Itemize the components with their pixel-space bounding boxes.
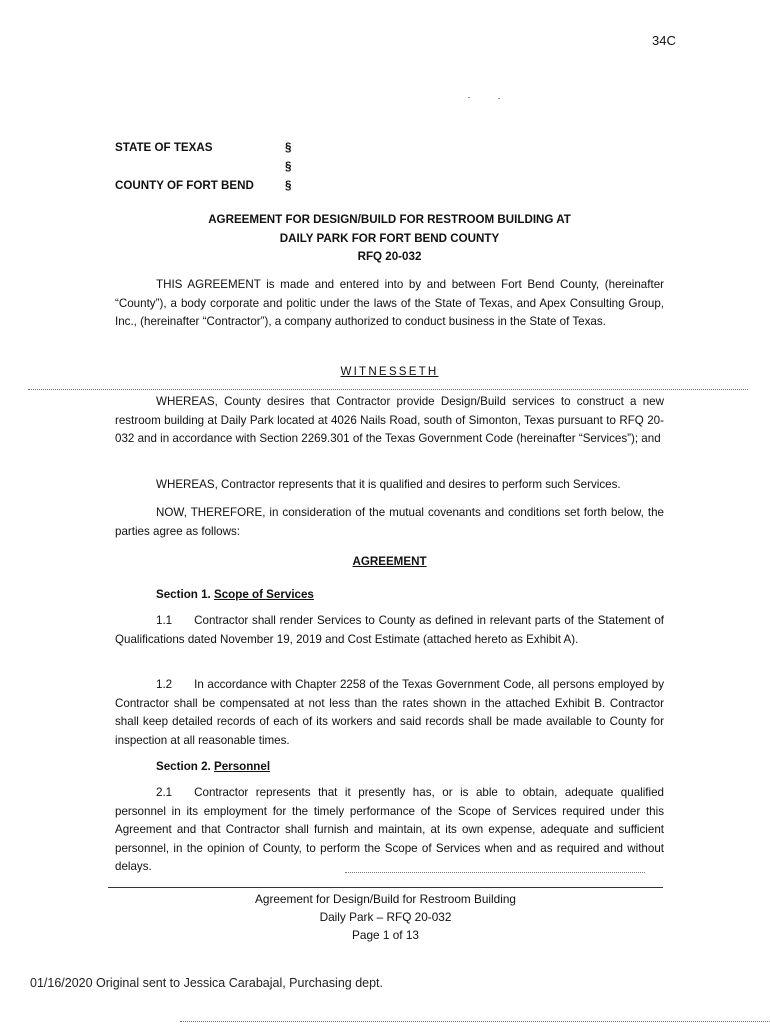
title-line: DAILY PARK FOR FORT BEND COUNTY [279,231,500,245]
section-symbol: § [285,141,292,154]
whereas-paragraph: WHEREAS, Contractor represents that it is qualified and desires to perform such Services. [156,478,621,491]
caption-state: STATE OF TEXAS [115,141,213,154]
scan-line [180,1021,770,1022]
section-label: Section 2. [156,760,211,773]
section-symbol: § [285,179,292,192]
document-title [115,211,664,267]
footer-line: Agreement for Design/Build for Restroom Building [255,892,516,906]
section-title: Scope of Services [214,588,314,601]
section-heading [156,758,270,777]
clause-text: Contractor represents that it presently has, or is able to obtain, adequate qualified personnel in its employment for the timely performance of the Scope of Services required under this Agreement and that Contractor shall furnish and maintain, at its own expense, adequate and sufficient personnel, in the opinion of County, to perform the Scope of Services when and as required and without delays. [115,786,664,873]
scan-line [28,389,748,390]
page-mark: 34C [652,33,676,48]
clause-paragraph [115,784,664,877]
clause-number: 1.1 [156,614,173,627]
whereas-paragraph: WHEREAS, County desires that Contractor provide Design/Build services to construct a new restroom building at Daily Park located at 4026 Nails Road, south of Simonton, Texas pursuant to RFQ 20-032 and in accordance with Section 2269.301 of the Texas Government Code (hereinafter “Services”); and [115,395,664,445]
clause-text: Contractor shall render Services to County as defined in relevant parts of the Statement of Qualifications dated November 19, 2019 and Cost Estimate (attached hereto as Exhibit A). [115,614,664,646]
caption-county: COUNTY OF FORT BEND [115,179,254,192]
now-therefore-paragraph: NOW, THEREFORE, in consideration of the mutual covenants and conditions set forth below, the parties agree as follows: [115,506,664,538]
section-heading [156,586,314,605]
agreement-heading: AGREEMENT [352,555,427,568]
clause-text: In accordance with Chapter 2258 of the Texas Government Code, all persons employed by Contractor shall be compensated at not less than the rates shown in the attached Exhibit B. Contractor shall keep detailed records of each of its workers and said records shall be made available to County for inspection at all reasonable times. [115,678,664,747]
witnesseth-heading: WITNESSETH [340,365,439,378]
footer [108,890,663,944]
footer-line: Page 1 of 13 [352,928,419,942]
scan-line [345,872,645,873]
clause-number: 2.1 [156,786,173,799]
title-line: AGREEMENT FOR DESIGN/BUILD FOR RESTROOM BUILDING AT [208,213,571,226]
clause-paragraph [115,676,664,750]
footer-rule [108,887,663,888]
section-symbol: § [285,160,292,173]
section-label: Section 1. [156,588,211,601]
footer-line: Daily Park – RFQ 20-032 [319,910,452,924]
section-title: Personnel [214,760,271,773]
clause-paragraph [115,612,664,649]
intro-paragraph: THIS AGREEMENT is made and entered into by and between Fort Bend County, (hereinafter “County”), a body corporate and politic under the laws of the State of Texas, and Apex Consulting Group, Inc., (hereinafter “Contractor”), a company authorized to conduct business in the State of Texas. [115,278,664,328]
clause-number: 1.2 [156,678,173,691]
title-line: RFQ 20-032 [357,250,422,263]
routing-note: 01/16/2020 Original sent to Jessica Carabajal, Purchasing dept. [30,976,383,990]
